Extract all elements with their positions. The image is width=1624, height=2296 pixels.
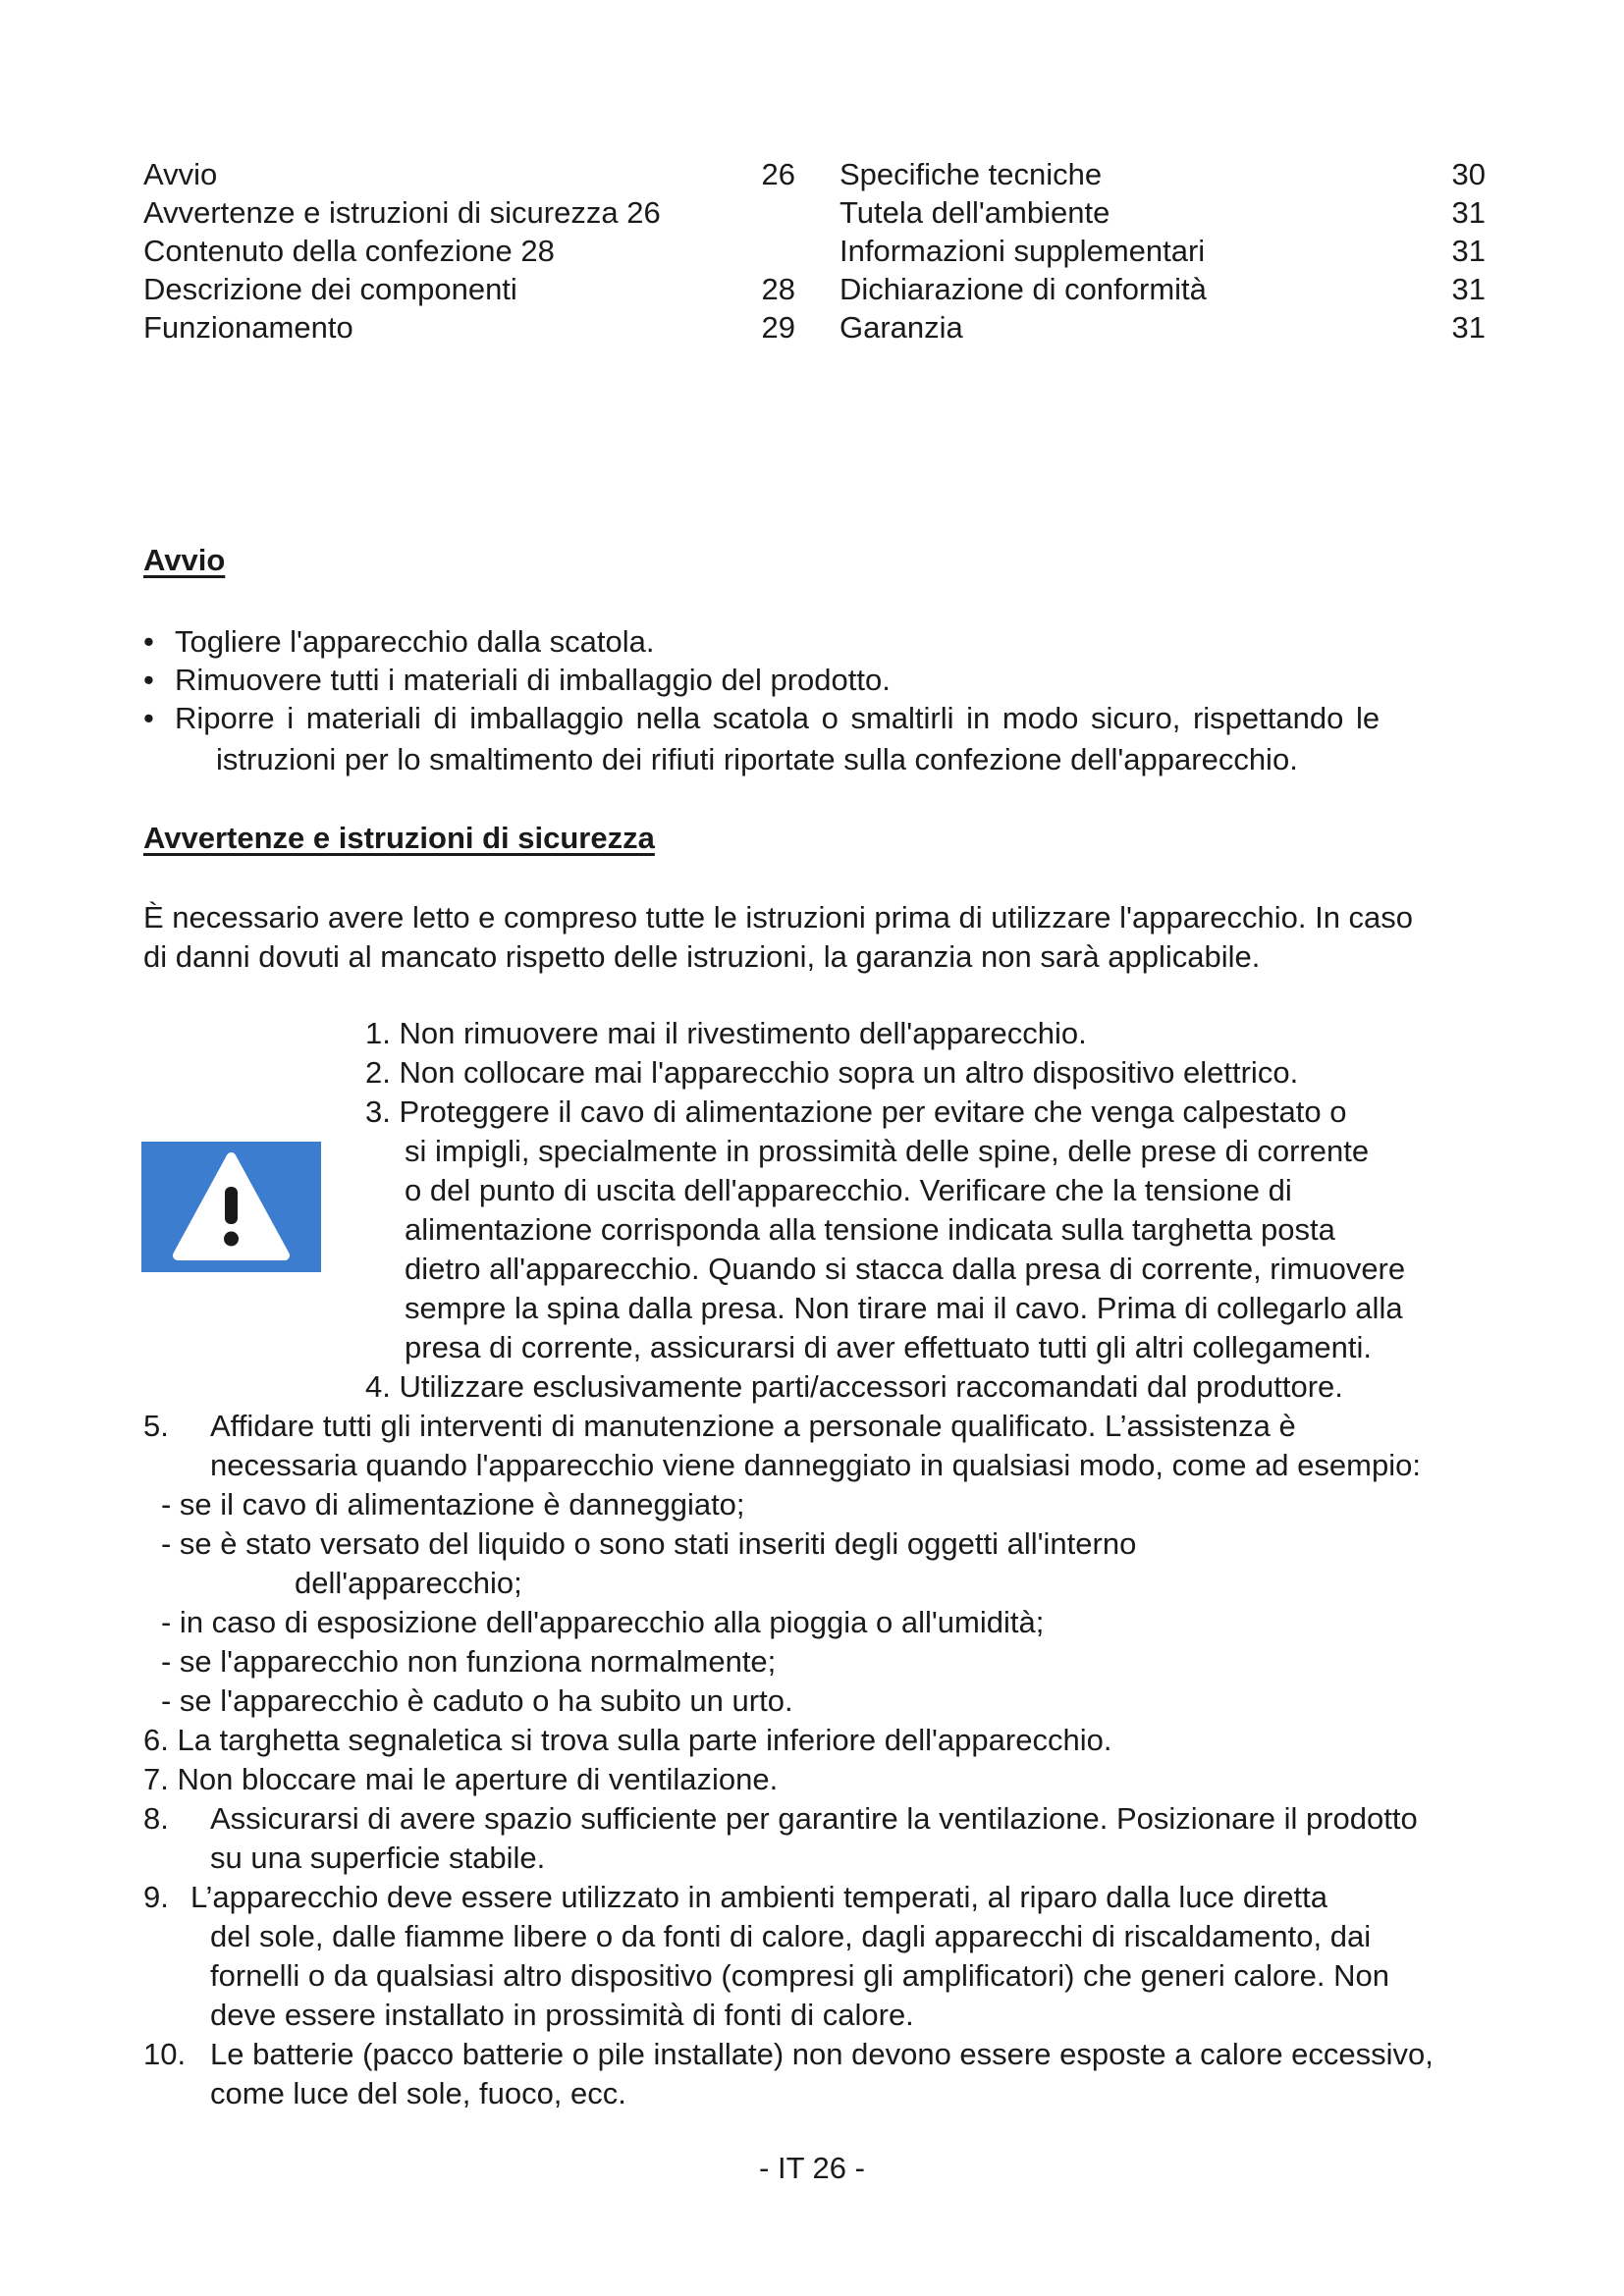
list-item-9-line: deve essere installato in prossimità di fonti di calore. <box>210 1998 914 2032</box>
toc-item-dichiarazione: Dichiarazione di conformità <box>839 272 1207 306</box>
dash-item: - se l'apparecchio non funziona normalmente; <box>161 1644 777 1679</box>
list-item-6: 6. La targhetta segnaletica si trova sulla parte inferiore dell'apparecchio. <box>143 1723 1112 1757</box>
toc-page-tutela: 31 <box>1451 195 1486 230</box>
list-item-4: 4. Utilizzare esclusivamente parti/accessori raccomandati dal produttore. <box>365 1369 1343 1404</box>
dash-item: - se è stato versato del liquido o sono stati inseriti degli oggetti all'interno <box>161 1526 1137 1561</box>
toc-page-descrizione: 28 <box>761 272 795 306</box>
intro-line: È necessario avere letto e compreso tutte le istruzioni prima di utilizzare l'apparecchio. In caso <box>143 900 1414 934</box>
bullet-dot: • <box>143 701 154 735</box>
toc-page-funzionamento: 29 <box>761 310 795 345</box>
list-item-5: Affidare tutti gli interventi di manutenzione a personale qualificato. L’assistenza è <box>210 1409 1296 1443</box>
toc-page-informazioni: 31 <box>1451 234 1486 268</box>
list-item-10-number: 10. <box>143 2037 187 2071</box>
list-item-9-number: 9. <box>143 1880 169 1914</box>
toc-item-funzionamento: Funzionamento <box>143 310 353 345</box>
bullet-text: Togliere l'apparecchio dalla scatola. <box>175 624 655 659</box>
toc-page-dichiarazione: 31 <box>1451 272 1486 306</box>
list-item-9-line: del sole, dalle fiamme libere o da fonti di calore, dagli apparecchi di riscaldamento, dai <box>210 1919 1372 1953</box>
toc-item-avvio: Avvio <box>143 157 218 191</box>
list-item-9-line: fornelli o da qualsiasi altro dispositivo (compresi gli amplificatori) che generi calore. Non <box>210 1958 1389 1993</box>
dash-item-continued: dell'apparecchio; <box>295 1566 522 1600</box>
list-item-2: 2. Non collocare mai l'apparecchio sopra un altro dispositivo elettrico. <box>365 1055 1299 1090</box>
list-item-8: Assicurarsi di avere spazio sufficiente per garantire la ventilazione. Posizionare il prodotto <box>210 1801 1418 1836</box>
list-item-5-number: 5. <box>143 1409 169 1443</box>
bullet-text: Riporre i materiali di imballaggio nella scatola o smaltirli in modo sicuro, rispettando le <box>175 701 1380 735</box>
list-item-1: 1. Non rimuovere mai il rivestimento dell'apparecchio. <box>365 1016 1087 1050</box>
list-item-10: Le batterie (pacco batterie o pile installate) non devono essere esposte a calore eccessivo, <box>210 2037 1434 2071</box>
list-item-3: 3. Proteggere il cavo di alimentazione per evitare che venga calpestato o <box>365 1095 1347 1129</box>
bullet-text-continued: istruzioni per lo smaltimento dei rifiuti riportate sulla confezione dell'apparecchio. <box>216 742 1298 776</box>
dash-item: - se l'apparecchio è caduto o ha subito un urto. <box>161 1683 793 1718</box>
bullet-text: Rimuovere tutti i materiali di imballaggio del prodotto. <box>175 663 891 697</box>
bullet-dot: • <box>143 624 154 659</box>
toc-page-specifiche: 30 <box>1451 157 1486 191</box>
list-item-8-number: 8. <box>143 1801 169 1836</box>
page-number: - IT 26 - <box>759 2151 865 2185</box>
toc-item-specifiche: Specifiche tecniche <box>839 157 1103 191</box>
toc-page-garanzia: 31 <box>1451 310 1486 345</box>
list-item-3-line: si impigli, specialmente in prossimità delle spine, delle prese di corrente <box>405 1134 1370 1168</box>
toc-item-contenuto: Contenuto della confezione 28 <box>143 234 555 268</box>
toc-item-informazioni: Informazioni supplementari <box>839 234 1206 268</box>
list-item-10-line: come luce del sole, fuoco, ecc. <box>210 2076 626 2110</box>
list-item-5-line: necessaria quando l'apparecchio viene danneggiato in qualsiasi modo, come ad esempio: <box>210 1448 1421 1482</box>
toc-page-avvio: 26 <box>761 157 795 191</box>
list-item-3-line: presa di corrente, assicurarsi di aver effettuato tutti gli altri collegamenti. <box>405 1330 1373 1364</box>
section-title-avvio: Avvio <box>143 543 226 577</box>
list-item-8-line: su una superficie stabile. <box>210 1841 546 1875</box>
list-item-7: 7. Non bloccare mai le aperture di ventilazione. <box>143 1762 779 1796</box>
list-item-3-line: o del punto di uscita dell'apparecchio. Verificare che la tensione di <box>405 1173 1292 1207</box>
bullet-dot: • <box>143 663 154 697</box>
list-item-3-line: dietro all'apparecchio. Quando si stacca dalla presa di corrente, rimuovere <box>405 1252 1406 1286</box>
dash-item: - se il cavo di alimentazione è danneggiato; <box>161 1487 745 1522</box>
list-item-3-line: alimentazione corrisponda alla tensione indicata sulla targhetta posta <box>405 1212 1335 1247</box>
intro-line: di danni dovuti al mancato rispetto delle istruzioni, la garanzia non sarà applicabile. <box>143 939 1261 974</box>
toc-item-garanzia: Garanzia <box>839 310 963 345</box>
warning-triangle-icon <box>141 1142 321 1272</box>
section-title-avvertenze: Avvertenze e istruzioni di sicurezza <box>143 821 655 855</box>
dash-item: - in caso di esposizione dell'apparecchio alla pioggia o all'umidità; <box>161 1605 1045 1639</box>
list-item-9: L’apparecchio deve essere utilizzato in ambienti temperati, al riparo dalla luce diretta <box>190 1880 1327 1914</box>
toc-item-tutela: Tutela dell'ambiente <box>839 195 1110 230</box>
toc-item-avvertenze: Avvertenze e istruzioni di sicurezza 26 <box>143 195 661 230</box>
toc-item-descrizione: Descrizione dei componenti <box>143 272 517 306</box>
list-item-3-line: sempre la spina dalla presa. Non tirare mai il cavo. Prima di collegarlo alla <box>405 1291 1403 1325</box>
